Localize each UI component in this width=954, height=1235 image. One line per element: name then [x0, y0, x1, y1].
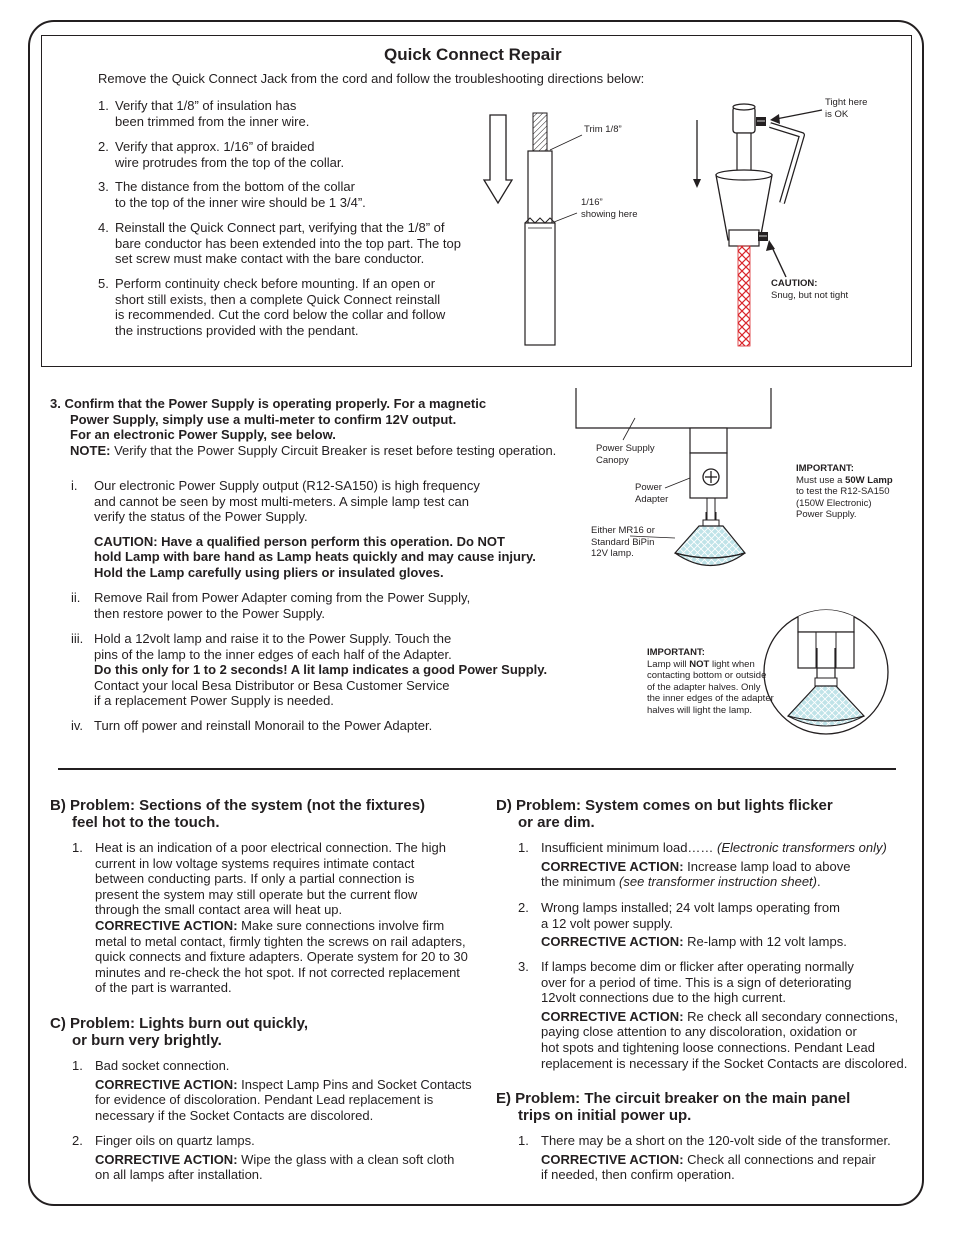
canopy-outline — [576, 388, 771, 428]
problem-d-item-1: 1. Insufficient minimum load…… (Electronic transformers only) CORRECTIVE ACTION: Increase lamp load to above the minimum (see transformer instruction sheet). — [518, 840, 887, 890]
showing-leader — [554, 213, 577, 222]
caution-qualified: CAUTION: Have a qualified person perform this operation. Do NOT hold Lamp with bare hand as Lamp heats quickly and may cause injury. Hold the Lamp carefully using pliers or insulated gloves. — [94, 533, 536, 580]
ps-item-iv: iv. Turn off power and reinstall Monorail to the Power Adapter. — [71, 718, 433, 733]
problem-c-item-1: 1. Bad socket connection. CORRECTIVE ACTION: Inspect Lamp Pins and Socket Contacts for evidence of discoloration. Pendant Lead replacement is necessary if the Socket Contacts are discolored. — [72, 1058, 472, 1123]
qc-step-5: 5. Perform continuity check before mounting. If an open or short still exists, then a complete Quick Connect reinstall is recommended. Cut the cord below the collar and follow the instructions provided with the pendant. — [98, 276, 446, 338]
quick-connect-intro: Remove the Quick Connect Jack from the cord and follow the troubleshooting directions below: — [98, 71, 645, 86]
set-screw-icon — [756, 117, 766, 126]
showing-label: 1/16” showing here — [581, 197, 638, 220]
arrow-icon — [766, 240, 786, 277]
ps-item-i: i. Our electronic Power Supply output (R12-SA150) is high frequency and cannot be seen by most multi-meters. A simple lamp test can verify the status of the Power Supply. CAUTION: Have a qualified person perform this operation. Do NOT hold Lamp with bare hand as Lamp heats quickly and may cause injury. Hold the Lamp carefully using pliers or insulated gloves. — [71, 478, 536, 580]
power-supply-heading: 3. Confirm that the Power Supply is operating properly. For a magnetic Power Supply, simply use a multi-meter to confirm 12V output. For an electronic Power Supply, see below. NOTE: Verify that the Power Supply Circuit Breaker is reset before testing operation. — [50, 396, 557, 458]
qc-step-3: 3. The distance from the bottom of the collar to the top of the inner wire should be 1 3/4”. — [98, 179, 366, 210]
important-50w-note: IMPORTANT: Must use a 50W Lamp to test the R12-SA150 (150W Electronic) Power Supply. — [796, 463, 893, 520]
problem-d-item-2: 2. Wrong lamps installed; 24 volt lamps operating from a 12 volt power supply. CORRECTIVE ACTION: Re-lamp with 12 volt lamps. — [518, 900, 847, 950]
lamp-type-label: Either MR16 or Standard BiPin 12V lamp. — [591, 525, 655, 559]
allen-key-icon — [770, 125, 802, 203]
problem-e-title: E) Problem: The circuit breaker on the main panel trips on initial power up. — [496, 1090, 851, 1124]
arrow-icon — [770, 110, 822, 124]
qc-step-2: 2. Verify that approx. 1/16” of braided wire protrudes from the top of the collar. — [98, 139, 345, 170]
set-screw-icon — [758, 232, 768, 241]
problem-c-title: C) Problem: Lights burn out quickly, or burn very brightly. — [50, 1015, 309, 1049]
lamp-icon — [675, 512, 745, 566]
quick-connect-illustration — [693, 104, 772, 346]
tight-label: Tight here is OK — [825, 97, 868, 120]
qc-step-4: 4. Reinstall the Quick Connect part, verifying that the 1/8” of bare conductor has been extended into the top part. The top set screw must make contact with the bare conductor. — [98, 220, 461, 267]
trim-leader — [550, 135, 582, 150]
problem-b-title: B) Problem: Sections of the system (not the fixtures) feel hot to the touch. — [50, 797, 426, 831]
problem-b-item-1: 1. Heat is an indication of a poor electrical connection. The high current in low voltage systems requires intimate contact between conducting parts. If only a partial connection is present the system may still operate but the current flow through the small contact area will heat up. CORRECTIVE ACTION: Make sure connections involve firm metal to metal contact, firmly tighten the screws on rail adapters, quick connects and fixture adapters. Operate system for 20 to 30 minutes and re-check the hot spot. If not corrected replacement of the part is warranted. — [72, 840, 468, 996]
lamp-contact-detail — [762, 608, 892, 738]
ps-item-iii: iii. Hold a 12volt lamp and raise it to the Power Supply. Touch the pins of the lamp to the inner edges of each half of the Adapter. Do this only for 1 to 2 seconds! A lit lamp indicates a good Power Supply. Contact your local Besa Distributor or Besa Customer Service if a replacement Power Supply is needed. — [71, 631, 548, 709]
quick-connect-title: Quick Connect Repair — [384, 45, 562, 64]
screw-icon — [703, 469, 719, 485]
quick-connect-diagram — [470, 95, 890, 350]
down-arrow-icon — [484, 115, 512, 203]
problem-e-item-1: 1. There may be a short on the 120-volt side of the transformer. CORRECTIVE ACTION: Check all connections and repair if needed, then confirm operation. — [518, 1133, 891, 1183]
problem-d-title: D) Problem: System comes on but lights flicker or are dim. — [496, 797, 833, 831]
important-not-light-note: IMPORTANT: Lamp will NOT light when contacting bottom or outside of the adapter halves. Only the inner edges of the adapter halves will light the lamp. — [647, 647, 774, 716]
cord-illustration — [525, 113, 555, 345]
problem-d-item-3: 3. If lamps become dim or flicker after operating normally over for a period of time. This is a sign of deteriorating 12volt connections due to the high current. CORRECTIVE ACTION: Re check all secondary connections, paying close attention to any discoloration, oxidation or hot spots and tightening loose connections. Pendant Lead replacement is necessary if the Socket Contacts are discolored. — [518, 959, 908, 1071]
trim-label: Trim 1/8” — [584, 124, 622, 135]
caution-snug-label: CAUTION: Snug, but not tight — [771, 278, 849, 301]
canopy-label: Power Supply Canopy — [596, 443, 655, 466]
problem-c-item-2: 2. Finger oils on quartz lamps. CORRECTIVE ACTION: Wipe the glass with a clean soft cloth on all lamps after installation. — [72, 1133, 455, 1183]
ps-item-ii: ii. Remove Rail from Power Adapter coming from the Power Supply, then restore power to the Power Supply. — [71, 590, 471, 621]
adapter-label: Power Adapter — [635, 482, 669, 505]
section-divider — [58, 768, 896, 770]
qc-step-1: 1. Verify that 1/8” of insulation has been trimmed from the inner wire. — [98, 98, 310, 129]
